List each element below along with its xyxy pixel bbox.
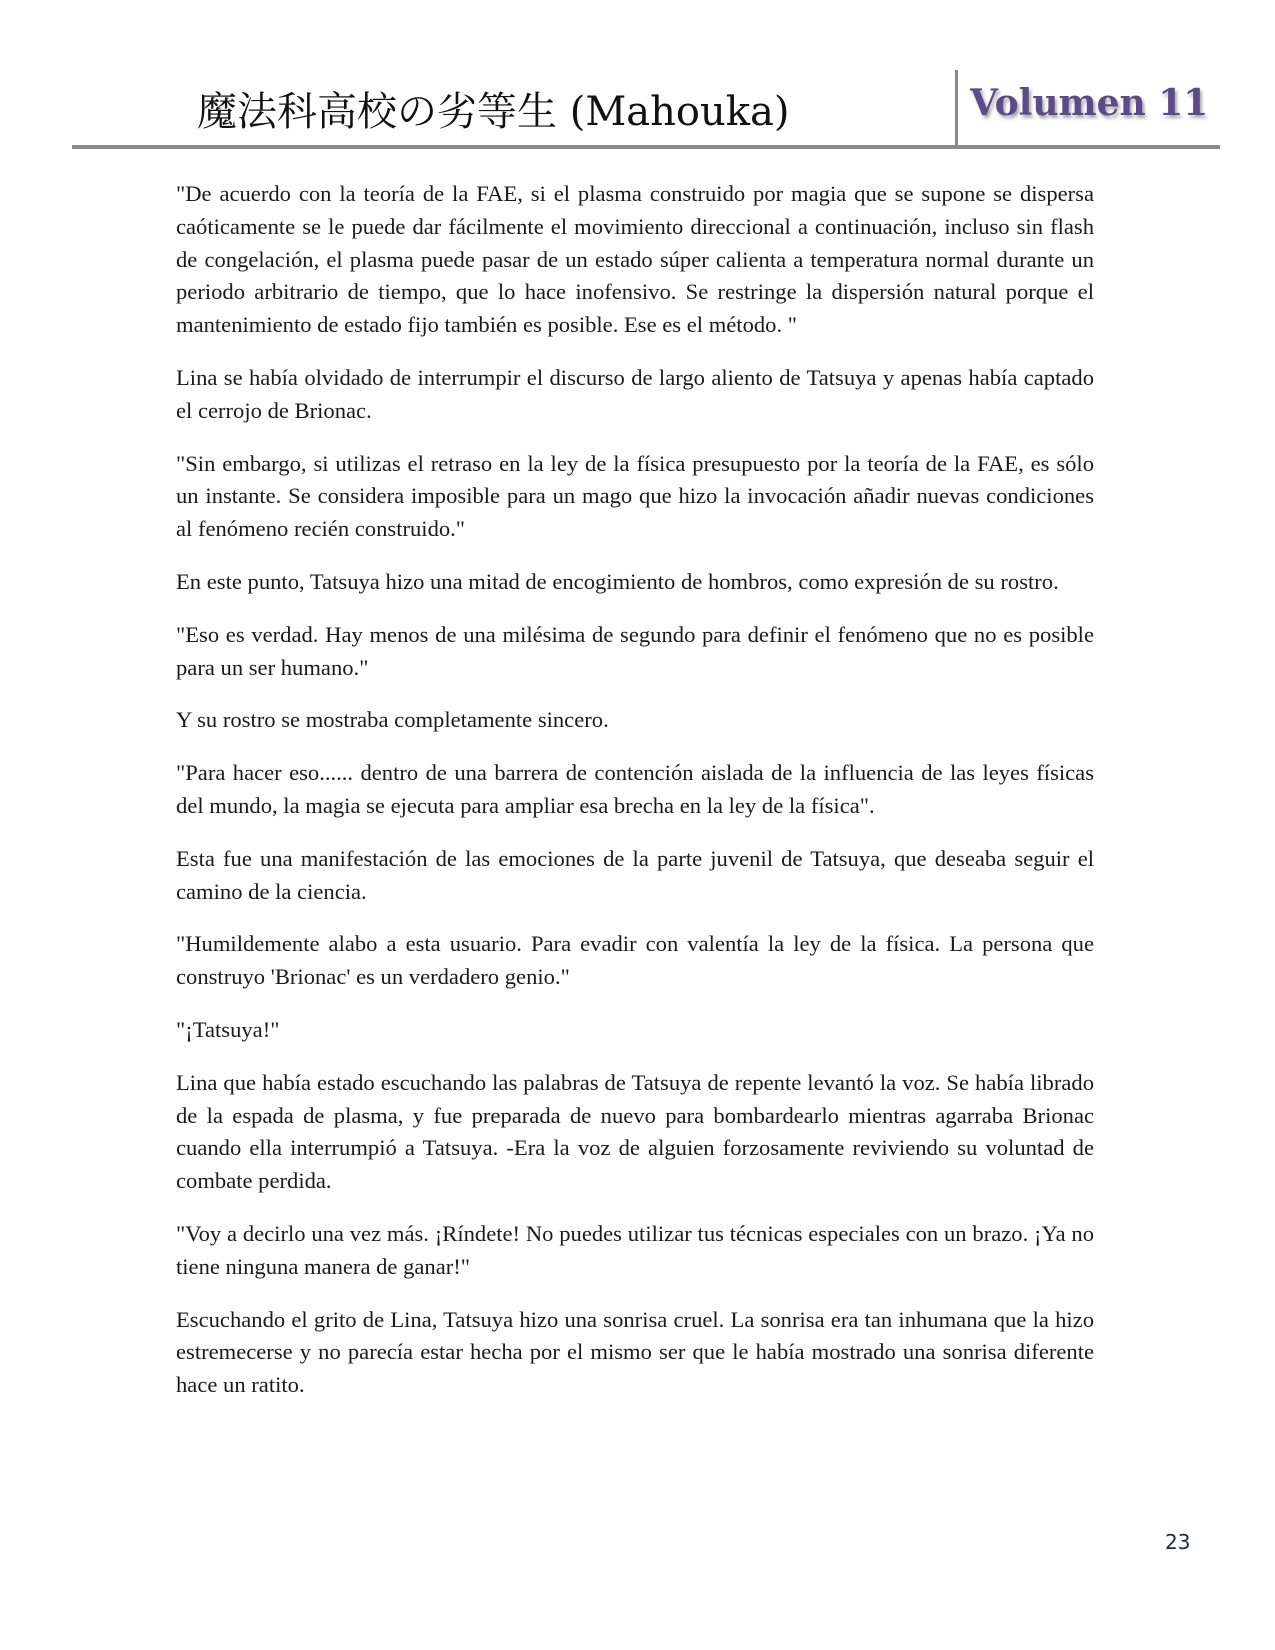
paragraph: Esta fue una manifestación de las emociones de la parte juvenil de Tatsuya, que deseaba seguir el camino de la ciencia. <box>176 845 1094 904</box>
paragraph: Lina se había olvidado de interrumpir el discurso de largo aliento de Tatsuya y apenas había captado el cerrojo de Brionac. <box>176 364 1094 423</box>
volume-label: Volumen 11 <box>970 82 1209 124</box>
paragraph: "Humildemente alabo a esta usuario. Para evadir con valentía la ley de la física. La persona que construyo 'Brionac' es un verdadero genio." <box>176 931 1094 990</box>
paragraph: "De acuerdo con la teoría de la FAE, si el plasma construido por magia que se supone se dispersa caóticamente se le puede dar fácilmente el movimiento direccional a continuación, incluso sin flash de congelación, el plasma puede pasar de un estado súper calienta a temperatura normal durante un periodo arbitrario de tiempo, que lo hace inofensivo. Se restringe la dispersión natural porque el mantenimiento de estado fijo también es posible. Ese es el método. " <box>176 181 1094 338</box>
paragraph: "¡Tatsuya!" <box>176 1016 280 1042</box>
paragraph: "Para hacer eso...... dentro de una barrera de contención aislada de la influencia de las leyes físicas del mundo, la magia se ejecuta para ampliar esa brecha en la ley de la física". <box>176 760 1094 818</box>
page-number: 23 <box>1165 1530 1191 1554</box>
page-header <box>72 70 1220 150</box>
paragraph: "Voy a decirlo una vez más. ¡Ríndete! No puedes utilizar tus técnicas especiales con un brazo. ¡Ya no tiene ninguna manera de ganar!" <box>176 1220 1094 1279</box>
paragraph: Y su rostro se mostraba completamente sincero. <box>176 707 609 733</box>
header-horizontal-rule <box>72 145 1220 149</box>
paragraph: Lina que había estado escuchando las palabras de Tatsuya de repente levantó la voz. Se había librado de la espada de plasma, y fue preparada de nuevo para bombardearlo mientras agarraba Brionac cuando ella interrumpió a Tatsuya. -Era la voz de alguien forzosamente reviviendo su voluntad de combate perdida. <box>176 1069 1094 1194</box>
book-title: 魔法科高校の劣等生 (Mahouka) <box>197 89 790 135</box>
paragraph: Escuchando el grito de Lina, Tatsuya hizo una sonrisa cruel. La sonrisa era tan inhumana que la hizo estremecerse y no parecía estar hecha por el mismo ser que le había mostrado una sonrisa diferente hace un ratito. <box>176 1306 1094 1398</box>
paragraph: "Eso es verdad. Hay menos de una milésima de segundo para definir el fenómeno que no es posible para un ser humano." <box>176 621 1094 680</box>
paragraph: "Sin embargo, si utilizas el retraso en la ley de la física presupuesto por la teoría de la FAE, es sólo un instante. Se considera imposible para un mago que hizo la invocación añadir nuevas condiciones al fenómeno recién construido." <box>176 450 1094 542</box>
header-vertical-divider <box>955 70 958 145</box>
paragraph: En este punto, Tatsuya hizo una mitad de encogimiento de hombros, como expresión de su rostro. <box>176 568 1059 594</box>
body-text <box>176 178 1094 1422</box>
